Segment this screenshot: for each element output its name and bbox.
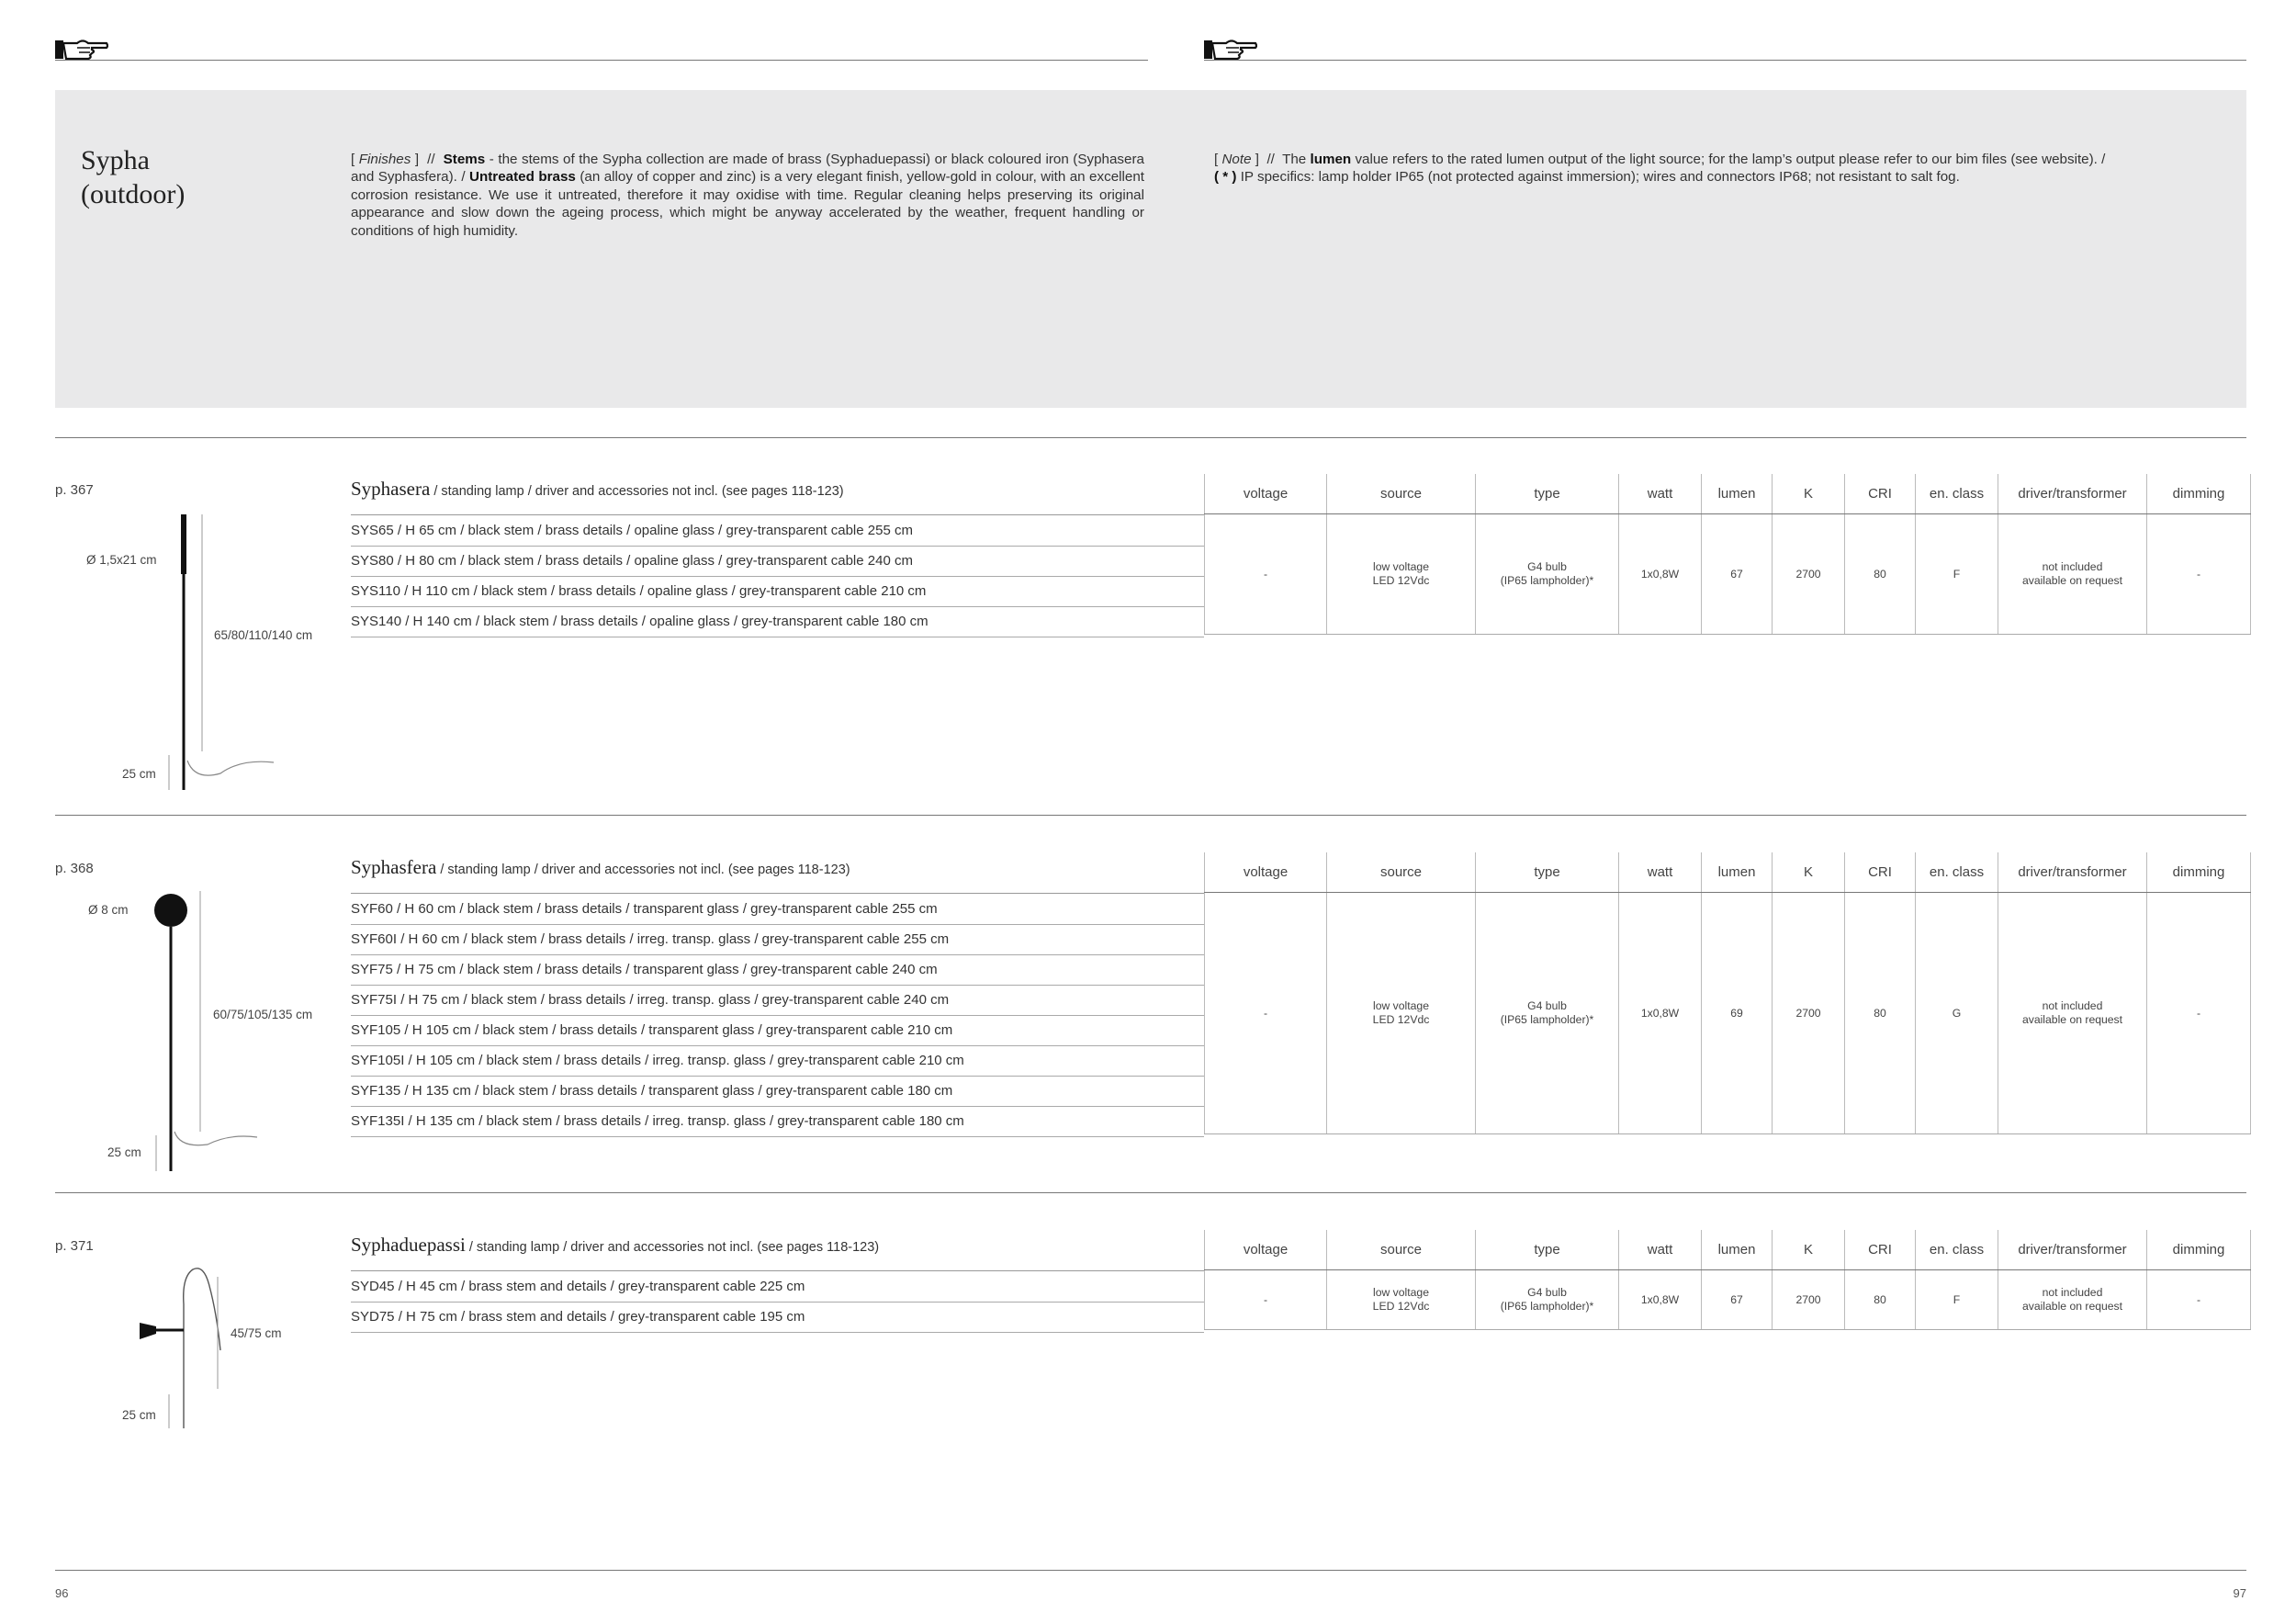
k-value: 2700 [1773,514,1845,635]
voltage-value: - [1205,1270,1327,1330]
type-value [1476,1270,1619,1330]
height-label: 65/80/110/140 cm [214,628,313,642]
variant-row: SYS80 / H 80 cm / black stem / brass details / opaline glass / grey-transparent cable 240 cm [351,547,1204,577]
variant-row: SYF60 / H 60 cm / black stem / brass details / transparent glass / grey-transparent cable 255 cm [351,895,1204,925]
col-type: type [1476,852,1619,893]
pointing-hand-icon [1204,35,1257,61]
col-lumen: lumen [1702,852,1773,893]
type-line-2: (IP65 lampholder)* [1500,1300,1594,1313]
col-watt: watt [1619,1230,1702,1270]
variant-row: SYD75 / H 75 cm / brass stem and details / grey-transparent cable 195 cm [351,1303,1204,1333]
title-rule [351,514,1204,515]
watt-value: 1x0,8W [1619,893,1702,1134]
dimming-value: - [2147,893,2251,1134]
variant-list [351,516,1204,637]
note-text-b: value refers to the rated lumen output of the light source; for the lamp’s output please refer to our bim files (see website). / [1355,152,2106,167]
col-type: type [1476,1230,1619,1270]
asterisk-label: ( * ) [1214,169,1237,186]
source-line-2: LED 12Vdc [1372,574,1430,587]
section-rule [55,437,2246,438]
brass-label: Untreated brass [469,169,576,186]
separator: // [427,152,435,167]
spec-table [1204,474,2251,635]
diameter-label: Ø 8 cm [88,903,129,917]
watt-value: 1x0,8W [1619,514,1702,635]
col-k: K [1773,1230,1845,1270]
col-cri: CRI [1845,474,1916,514]
product-subtitle: / standing lamp / driver and accessories not incl. (see pages 118-123) [436,863,850,877]
product-subtitle: / standing lamp / driver and accessories not incl. (see pages 118-123) [430,484,844,499]
collection-title [81,143,185,211]
source-line-2: LED 12Vdc [1372,1300,1430,1313]
variant-row: SYF105I / H 105 cm / black stem / brass details / irreg. transp. glass / grey-transparent cable 210 cm [351,1046,1204,1077]
type-value [1476,893,1619,1134]
spec-table [1204,852,2251,1134]
page-reference: p. 371 [55,1238,94,1254]
intro-panel [55,90,2246,408]
col-lumen: lumen [1702,1230,1773,1270]
col-source: source [1327,852,1476,893]
source-line-1: low voltage [1373,560,1429,573]
source-value [1327,1270,1476,1330]
header-rule-left [55,60,1148,61]
lumen-value: 67 [1702,514,1773,635]
col-en-class: en. class [1916,474,1998,514]
header-rule-right [1204,60,2246,61]
col-dimming: dimming [2147,852,2251,893]
col-lumen: lumen [1702,474,1773,514]
variant-row: SYS140 / H 140 cm / black stem / brass details / opaline glass / grey-transparent cable 180 cm [351,607,1204,637]
product-title [351,478,844,501]
variant-row: SYF60I / H 60 cm / black stem / brass details / irreg. transp. glass / grey-transparent cable 255 cm [351,925,1204,955]
col-type: type [1476,474,1619,514]
col-source: source [1327,474,1476,514]
source-line-1: low voltage [1373,1286,1429,1299]
note-tag: Note [1221,152,1252,167]
driver-value [1998,893,2147,1134]
dimming-value: - [2147,514,2251,635]
col-driver: driver/transformer [1998,1230,2147,1270]
driver-line-2: available on request [2021,1013,2123,1026]
source-value [1327,893,1476,1134]
height-label: 45/75 cm [231,1326,282,1340]
col-k: K [1773,852,1845,893]
watt-value: 1x0,8W [1619,1270,1702,1330]
brass-text: (an alloy of copper and zinc) is a very elegant finish, yellow-gold in colour, with an excellent corrosion resistance. We use it untreated, therefore it may oxidise with time. Regular cleaning helps preserving its original appearance and slow down the ageing process, which might be anyway accelerated by the weather, frequent handling or conditions of high humidity. [351,169,1145,239]
title-rule [351,1270,1204,1271]
base-label: 25 cm [107,1145,141,1159]
type-line-2: (IP65 lampholder)* [1500,1013,1594,1026]
lumen-value: 67 [1702,1270,1773,1330]
title-line-2: (outdoor) [81,179,186,209]
variant-row: SYF105 / H 105 cm / black stem / brass details / transparent glass / grey-transparent cable 210 cm [351,1016,1204,1046]
en-class-value: F [1916,514,1998,635]
stems-text: - the stems of the Sypha collection are made of brass (Syphaduepassi) or black coloured iron (Syphasera and Syphasfera). / [351,152,1144,186]
lumen-value: 69 [1702,893,1773,1134]
voltage-value: - [1205,893,1327,1134]
product-name: Syphasfera [351,856,437,878]
driver-line-1: not included [2042,999,2103,1012]
cri-value: 80 [1845,1270,1916,1330]
section-rule [55,1192,2246,1193]
product-name: Syphaduepassi [351,1234,466,1256]
col-watt: watt [1619,852,1702,893]
col-driver: driver/transformer [1998,474,2147,514]
spec-header-row [1205,852,2251,893]
variant-row: SYD45 / H 45 cm / brass stem and details / grey-transparent cable 225 cm [351,1272,1204,1303]
title-rule [351,893,1204,894]
driver-value [1998,514,2147,635]
section-rule [55,815,2246,816]
page-number-left: 96 [55,1586,69,1600]
base-label: 25 cm [122,767,156,781]
base-label: 25 cm [122,1408,156,1422]
en-class-value: G [1916,893,1998,1134]
type-line-1: G4 bulb [1527,999,1567,1012]
variant-row: SYS65 / H 65 cm / black stem / brass details / opaline glass / grey-transparent cable 255 cm [351,516,1204,547]
page-reference: p. 367 [55,482,94,498]
col-voltage: voltage [1205,852,1327,893]
voltage-value: - [1205,514,1327,635]
col-cri: CRI [1845,1230,1916,1270]
spec-value-row [1205,893,2251,1134]
type-line-1: G4 bulb [1527,1286,1567,1299]
col-en-class: en. class [1916,852,1998,893]
stems-label: Stems [443,152,486,167]
product-subtitle: / standing lamp / driver and accessories not incl. (see pages 118-123) [465,1240,880,1255]
col-cri: CRI [1845,852,1916,893]
variant-row: SYF75I / H 75 cm / black stem / brass details / irreg. transp. glass / grey-transparent cable 240 cm [351,986,1204,1016]
product-name: Syphasera [351,478,431,500]
variant-list [351,895,1204,1137]
type-line-1: G4 bulb [1527,560,1567,573]
k-value: 2700 [1773,1270,1845,1330]
col-voltage: voltage [1205,474,1327,514]
type-line-2: (IP65 lampholder)* [1500,574,1594,587]
col-dimming: dimming [2147,1230,2251,1270]
lumen-label: lumen [1310,152,1352,167]
syphaduepassi-drawing [0,0,9,9]
note-text-c: IP specifics: lamp holder IP65 (not protected against immersion); wires and connectors IP68; not resistant to salt fog. [1240,169,1960,186]
cri-value: 80 [1845,893,1916,1134]
cri-value: 80 [1845,514,1916,635]
en-class-value: F [1916,1270,1998,1330]
type-value [1476,514,1619,635]
variant-row: SYF75 / H 75 cm / black stem / brass details / transparent glass / grey-transparent cable 240 cm [351,955,1204,986]
page-reference: p. 368 [55,861,94,876]
height-label: 60/75/105/135 cm [213,1008,313,1021]
k-value: 2700 [1773,893,1845,1134]
col-driver: driver/transformer [1998,852,2147,893]
product-title [351,856,850,879]
variant-list [351,1272,1204,1333]
variant-row: SYF135 / H 135 cm / black stem / brass details / transparent glass / grey-transparent cable 180 cm [351,1077,1204,1107]
driver-line-2: available on request [2021,1300,2123,1313]
col-dimming: dimming [2147,474,2251,514]
diameter-label: Ø 1,5x21 cm [86,553,157,567]
finishes-tag: Finishes [358,152,411,167]
pointing-hand-icon [55,35,108,61]
variant-row: SYS110 / H 110 cm / black stem / brass details / opaline glass / grey-transparent cable 210 cm [351,577,1204,607]
driver-line-1: not included [2042,1286,2103,1299]
spec-header-row [1205,474,2251,514]
separator: // [1266,152,1275,167]
spec-value-row [1205,1270,2251,1330]
source-value [1327,514,1476,635]
variant-row: SYF135I / H 135 cm / black stem / brass details / irreg. transp. glass / grey-transparent cable 180 cm [351,1107,1204,1137]
spec-header-row [1205,1230,2251,1270]
spec-table [1204,1230,2251,1330]
driver-line-1: not included [2042,560,2103,573]
col-k: K [1773,474,1845,514]
spec-value-row [1205,514,2251,635]
title-line-1: Sypha [81,145,150,175]
product-title [351,1234,879,1257]
page-number-right: 97 [2233,1586,2246,1600]
driver-line-2: available on request [2021,574,2123,587]
footer-rule [55,1570,2246,1571]
note-text-a: The [1282,152,1307,167]
source-line-2: LED 12Vdc [1372,1013,1430,1026]
col-en-class: en. class [1916,1230,1998,1270]
col-watt: watt [1619,474,1702,514]
finishes-text: [ Finishes ] // Stems - the stems of the Sypha collection are made of brass (Syphaduepassi) or black coloured iron (Syphasera and Syphasfera). / Untreated brass (an alloy of copper and zinc) is a very elegant finish, yellow-gold in colour, with an excellent corrosion resistance. We use it untreated, therefore it may oxidise with time. Regular cleaning helps preserving its original appearance and slow down the ageing process, which might be anyway accelerated by the weather, frequent handling or conditions of high humidity. [351,152,1145,239]
col-source: source [1327,1230,1476,1270]
dimming-value: - [2147,1270,2251,1330]
source-line-1: low voltage [1373,999,1429,1012]
note-text: [ Note ] // The lumen value refers to the rated lumen output of the light source; for the lamp’s output please refer to our bim files (see website). / ( * ) IP specifics: lamp holder IP65 (not protected against immersion); wires and connectors IP68; not resistant to salt fog. [1214,152,2106,186]
col-voltage: voltage [1205,1230,1327,1270]
driver-value [1998,1270,2147,1330]
